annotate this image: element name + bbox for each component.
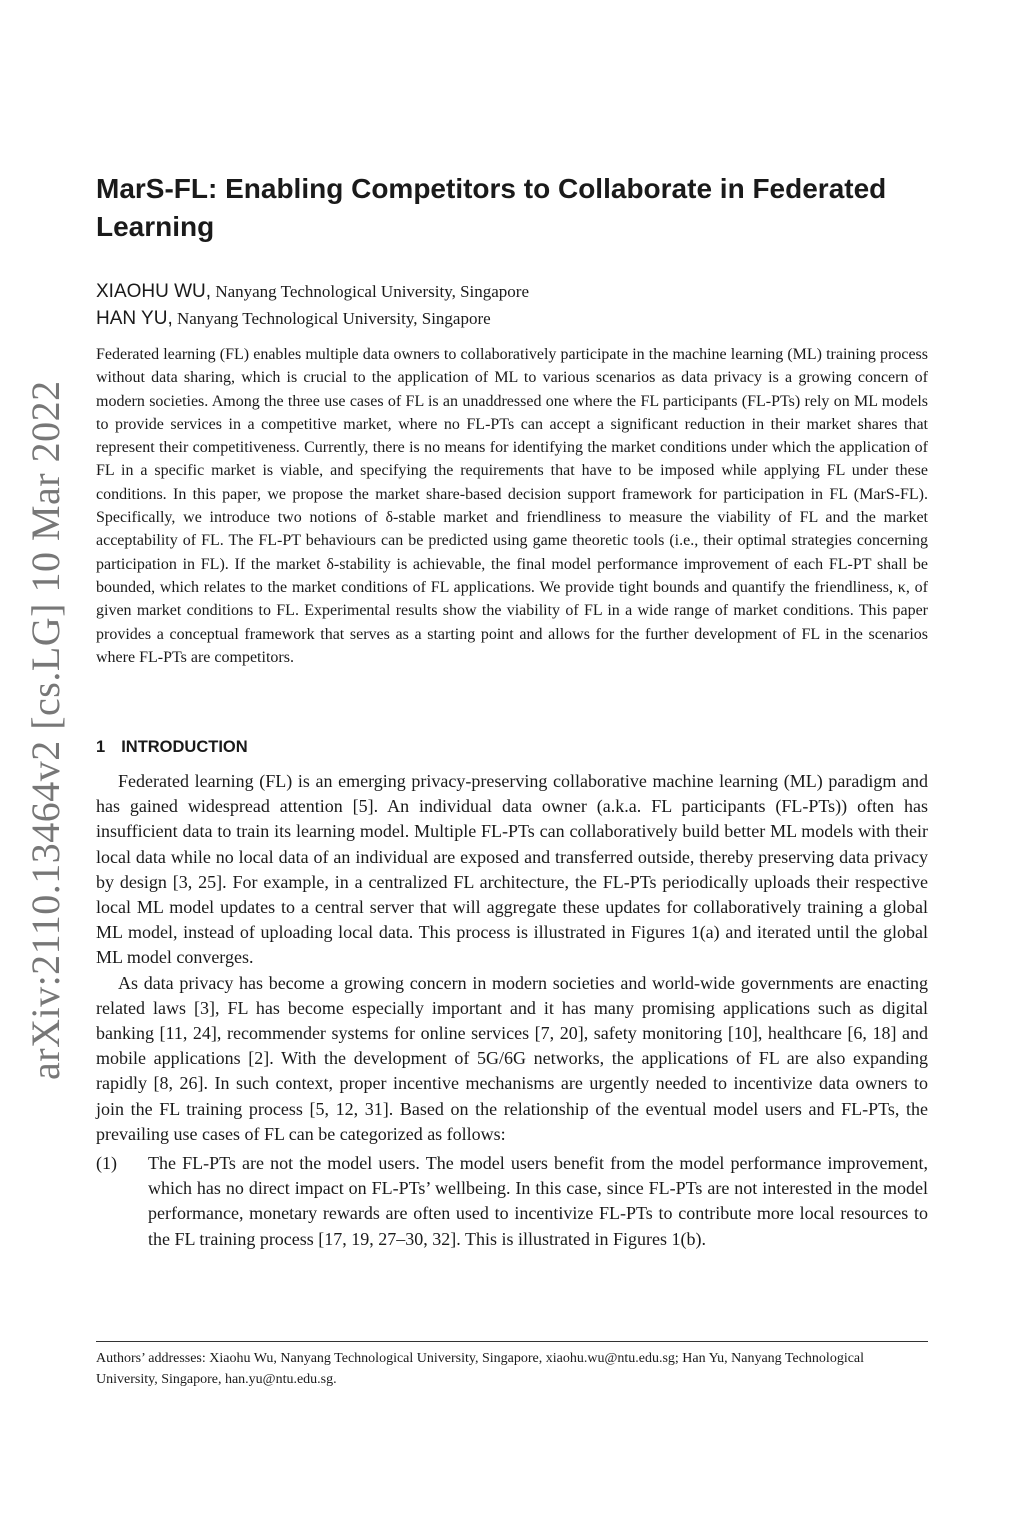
footnote-rule — [96, 1341, 928, 1342]
author-entry — [96, 305, 928, 332]
author-affiliation: Nanyang Technological University, Singapore — [176, 309, 491, 328]
paragraph: As data privacy has become a growing concern in modern societies and world-wide governments are enacting related laws [3], FL has become especially important and it has many promising applications such as digital banking [11, 24], recommender systems for online services [7, 20], safety monitoring [10], healthcare [6, 18] and mobile applications [2]. With the development of 5G/6G networks, the applications of FL are also expanding rapidly [8, 26]. In such context, proper incentive mechanisms are urgently needed to incentivize data owners to join the FL training process [5, 12, 31]. Based on the relationship of the eventual model users and FL-PTs, the prevailing use cases of FL can be categorized as follows: — [96, 972, 928, 1144]
footnote: Authors’ addresses: Xiaohu Wu, Nanyang Technological University, Singapore, xiaohu.wu@ntu.edu.sg; Han Yu, Nanyang Technological University, Singapore, han.yu@ntu.edu.sg. — [96, 1351, 865, 1387]
author-list — [96, 278, 928, 332]
section-number: 1 — [96, 738, 106, 756]
author-name: HAN YU, — [96, 308, 173, 329]
list-text: The FL-PTs are not the model users. The model users benefit from the model performance improvement, which has no direct impact on FL-PTs’ wellbeing. In this case, since FL-PTs are not interested in the model performance, monetary rewards are often used to incentivize FL-PTs to contribute more local resources to the FL training process [17, 19, 27–30, 32]. This is illustrated in Figures 1(b). — [148, 1153, 928, 1249]
author-name: XIAOHU WU, — [96, 281, 212, 302]
paragraph: Federated learning (FL) is an emerging privacy-preserving collaborative machine learning (ML) paradigm and has gained widespread attention [5]. An individual data owner (a.k.a. FL participants (FL-PTs)) often has insufficient data to train its learning model. Multiple FL-PTs can collaboratively build better ML models with their local data while no local data of an individual are exposed and transferred outside, thereby preserving data privacy by design [3, 25]. For example, in a centralized FL architecture, the FL-PTs periodically uploads their respective local ML model updates to a central server that will aggregate these updates for collaboratively training a global ML model, instead of uploading local data. This process is illustrated in Figures 1(a) and iterated until the global ML model converges. — [96, 771, 928, 968]
section-title: INTRODUCTION — [121, 738, 248, 756]
section-body — [96, 769, 928, 1252]
author-entry — [96, 278, 928, 305]
author-affiliation: Nanyang Technological University, Singapore — [215, 282, 530, 301]
arxiv-identifier: arXiv:2110.13464v2 [cs.LG] 10 Mar 2022 — [23, 380, 68, 1080]
abstract: Federated learning (FL) enables multiple data owners to collaboratively participate in the machine learning (ML) training process without data sharing, which is crucial to the application of ML to various scenarios as data privacy is a growing concern of modern societies. Among the three use cases of FL is an unaddressed one where the FL participants (FL-PTs) rely on ML models to provide services in a competitive market, where no FL-PTs can accept a significant reduction in their market shares that represent their competitiveness. Currently, there is no means for identifying the market conditions under which the application of FL in a specific market is viable, and specifying the requirements that have to be imposed while applying FL under these conditions. In this paper, we propose the market share-based decision support framework for participation in FL (MarS-FL). Specifically, we introduce two notions of δ-stable market and friendliness to measure the viability of FL and the market acceptability of FL. The FL-PT behaviours can be predicted using game theoretic tools (i.e., their optimal strategies concerning participation in FL). If the market δ-stability is achievable, the final model performance improvement of each FL-PT shall be bounded, which relates to the market conditions of FL applications. We provide tight bounds and quantify the friendliness, κ, of given market conditions to FL. Experimental results show the viability of FL in a wide range of market conditions. This paper provides a conceptual framework that serves as a starting point and allows for the further development of FL in the scenarios where FL-PTs are competitors. — [96, 346, 928, 666]
section-heading — [96, 738, 248, 757]
list-item — [96, 1151, 928, 1252]
list-number: (1) — [96, 1153, 117, 1174]
paper-title: MarS-FL: Enabling Competitors to Collaborate in Federated Learning — [96, 173, 887, 242]
